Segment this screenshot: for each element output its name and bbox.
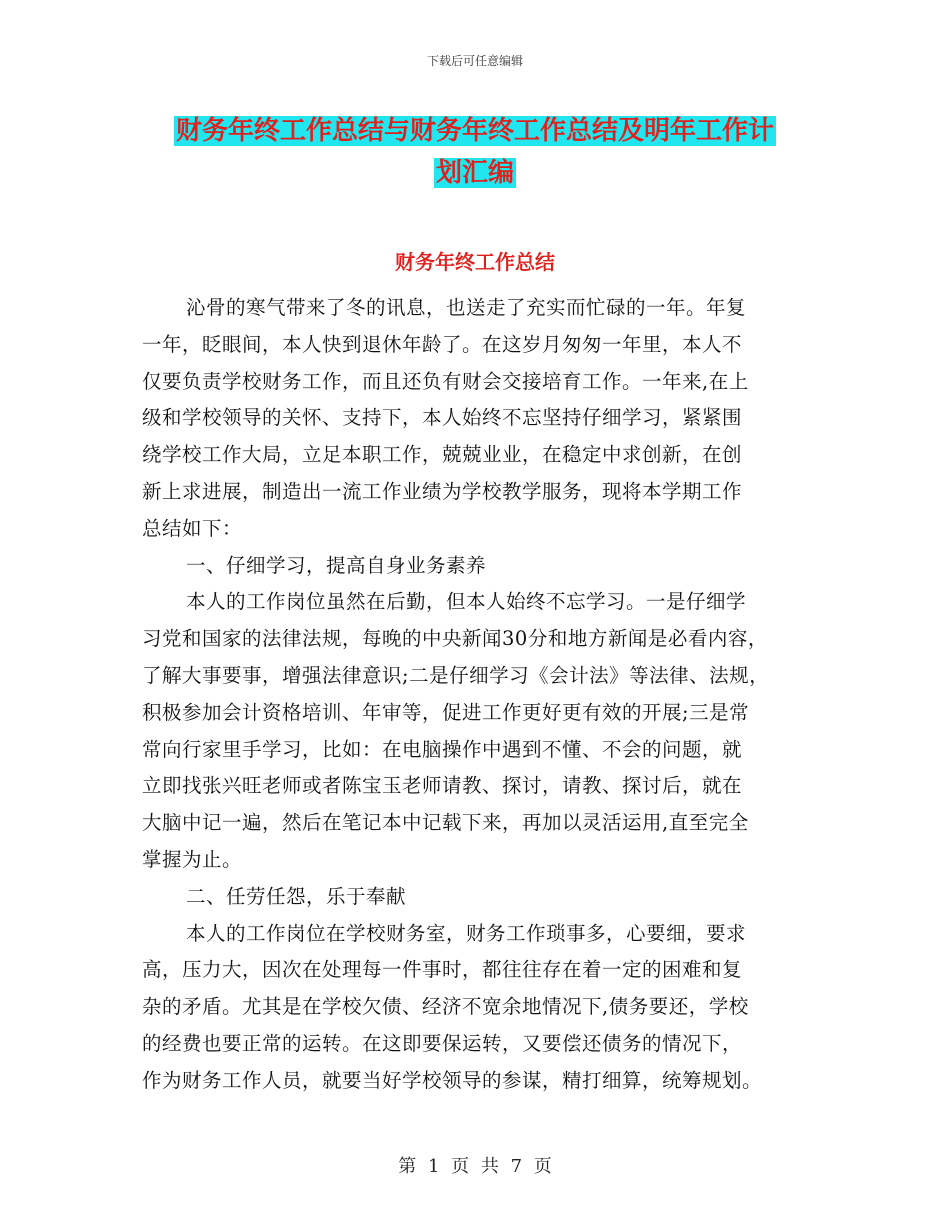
text-line: 本人的工作岗位虽然在后勤，但本人始终不忘学习。一是仔细学 <box>186 590 747 614</box>
section-title: 财务年终工作总结 <box>395 250 555 274</box>
page-footer: 第 1 页 共 7 页 <box>398 1156 552 1177</box>
text-line: 一、仔细学习，提高自身业务素养 <box>186 553 487 577</box>
text-line: 高，压力大，因次在处理每一件事时，都往往存在着一定的困难和复 <box>142 958 743 982</box>
document-title-line1: 财务年终工作总结与财务年终工作总结及明年工作计 <box>175 116 774 146</box>
text-line: 了解大事要事，增强法律意识;二是仔细学习《会计法》等法律、法规， <box>142 663 770 687</box>
text-line: 常向行家里手学习，比如：在电脑操作中遇到不懂、不会的问题，就 <box>142 737 743 761</box>
text-line: 本人的工作岗位在学校财务室，财务工作琐事多，心要细，要求 <box>186 921 747 945</box>
document-title-line2: 划汇编 <box>435 158 514 188</box>
text-line: 沁骨的寒气带来了冬的讯息，也送走了充实而忙碌的一年。年复 <box>186 296 747 319</box>
text-line: 习党和国家的法律法规，每晚的中央新闻30分和地方新闻是必看内容， <box>142 627 768 651</box>
text-line: 立即找张兴旺老师或者陈宝玉老师请教、探讨，请教、探讨后，就在 <box>142 774 743 798</box>
text-line: 二、任劳任怨，乐于奉献 <box>186 884 407 908</box>
text-line: 大脑中记一遍，然后在笔记本中记载下来，再加以灵活运用,直至完全 <box>142 811 749 835</box>
text-line: 绕学校工作大局，立足本职工作，兢兢业业，在稳定中求创新，在创 <box>142 443 743 467</box>
text-line: 的经费也要正常的运转。在这即要保运转，又要偿还债务的情况下， <box>142 1031 743 1055</box>
text-line: 仅要负责学校财务工作，而且还负有财会交接培育工作。一年来,在上 <box>142 369 749 393</box>
text-line: 新上求进展，制造出一流工作业绩为学校教学服务，现将本学期工作 <box>142 479 743 503</box>
text-line: 积极参加会计资格培训、年审等，促进工作更好更有效的开展;三是常 <box>142 700 750 724</box>
text-line: 一年，眨眼间，本人快到退休年龄了。在这岁月匆匆一年里，本人不 <box>142 332 743 356</box>
text-line: 级和学校领导的关怀、支持下，本人始终不忘坚持仔细学习，紧紧围 <box>142 406 743 430</box>
body-text <box>142 290 814 1100</box>
text-line: 掌握为止。 <box>142 847 243 871</box>
text-line: 作为财务工作人员，就要当好学校领导的参谋，精打细算，统筹规划。 <box>142 1068 763 1092</box>
text-line: 杂的矛盾。尤其是在学校欠债、经济不宽余地情况下,债务要还，学校 <box>142 995 749 1019</box>
header-note: 下载后可任意编辑 <box>426 54 523 68</box>
document-title <box>140 110 810 194</box>
text-line: 总结如下： <box>142 516 243 540</box>
